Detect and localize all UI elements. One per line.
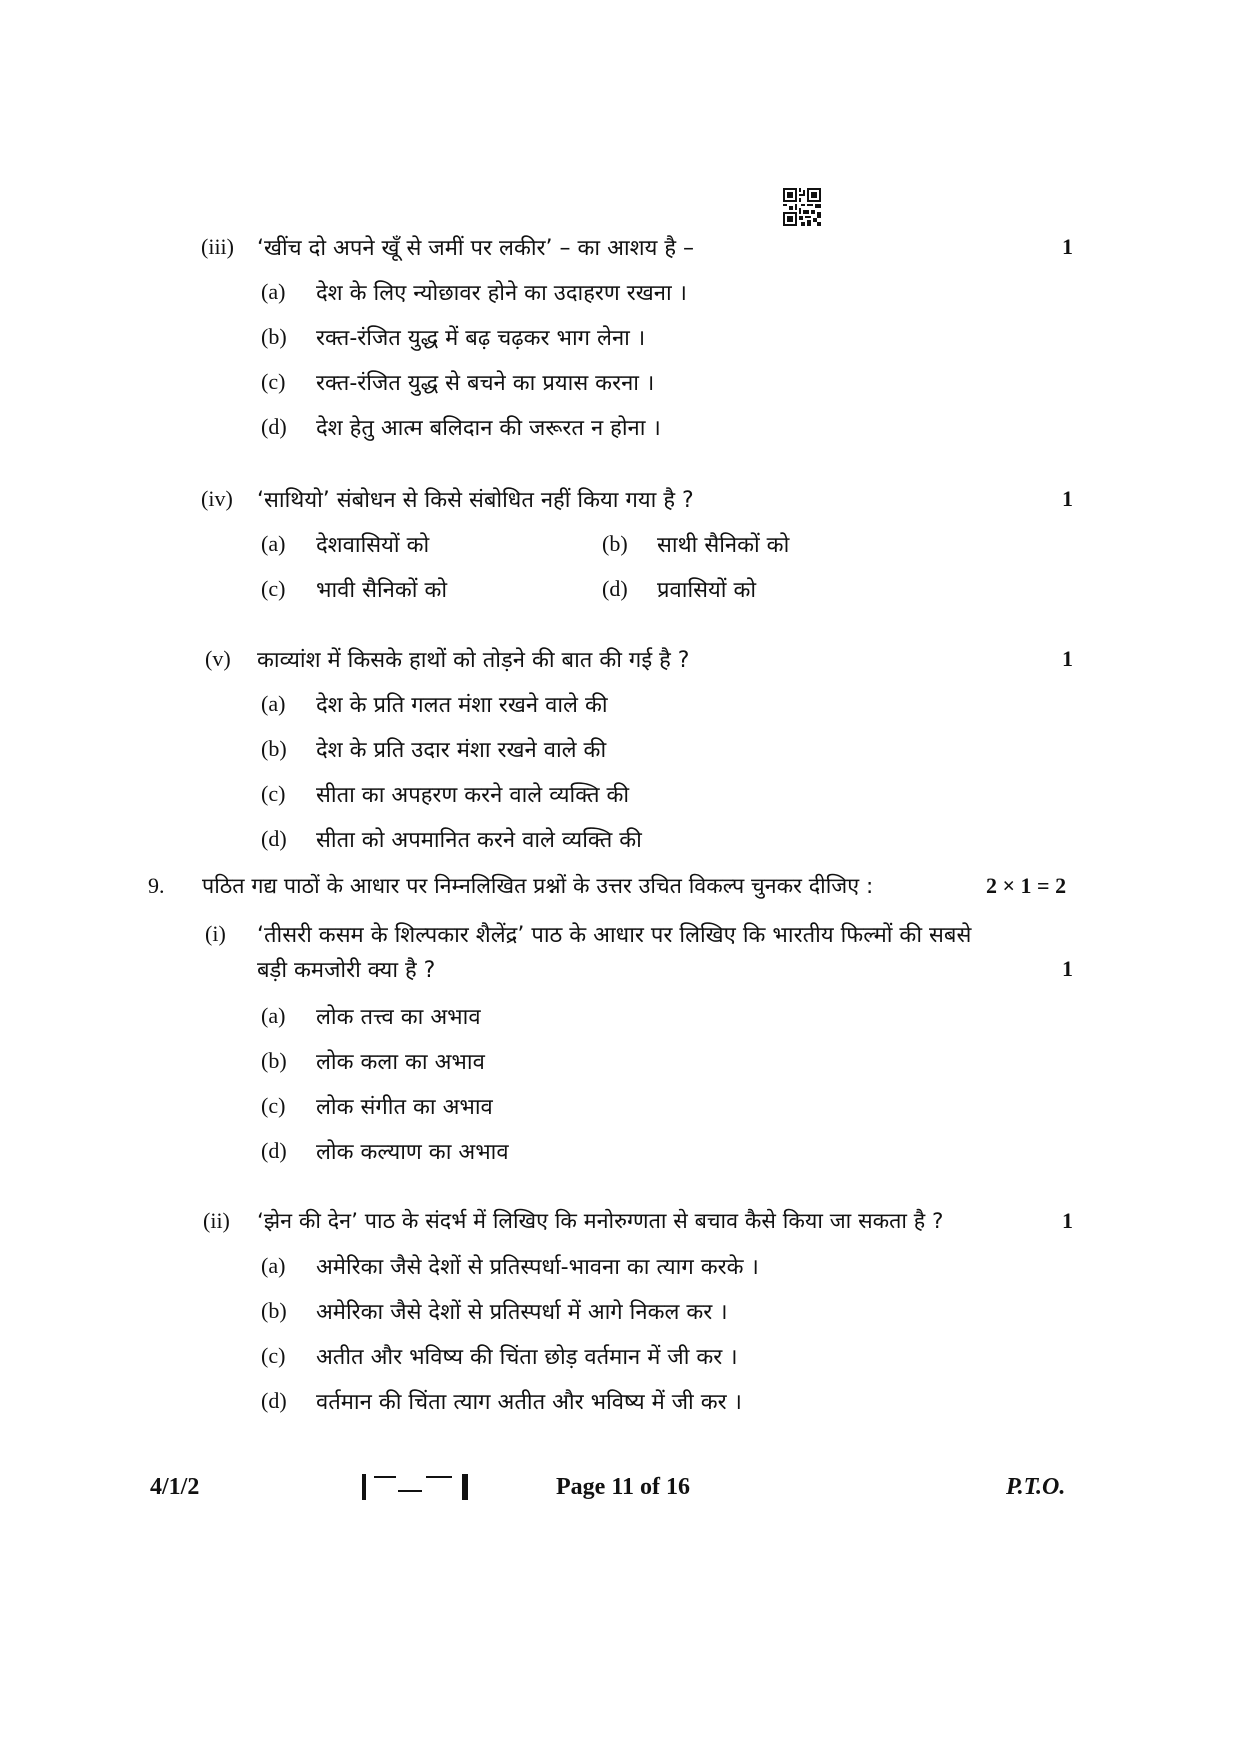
option-label: (b) xyxy=(261,324,287,349)
barcode-icon xyxy=(362,1474,468,1500)
option-text: रक्त-रंजित युद्ध में बढ़ चढ़कर भाग लेना । xyxy=(316,326,646,351)
option-text: अमेरिका जैसे देशों से प्रतिस्पर्धा-भावना का त्याग करके । xyxy=(316,1255,759,1280)
option-label: (b) xyxy=(261,1298,287,1323)
option-label: (c) xyxy=(261,1093,286,1118)
marks: 1 xyxy=(1062,234,1073,259)
please-turn-over: P.T.O. xyxy=(1006,1474,1066,1500)
option-label: (d) xyxy=(261,826,287,851)
option-label: (a) xyxy=(261,1003,286,1028)
option-text: देशवासियों को xyxy=(316,533,430,558)
option-label: (b) xyxy=(602,531,628,556)
option-text: लोक कल्याण का अभाव xyxy=(316,1140,509,1165)
option-text: अमेरिका जैसे देशों से प्रतिस्पर्धा में आगे निकल कर । xyxy=(316,1300,728,1325)
option-text: वर्तमान की चिंता त्याग अतीत और भविष्य में जी कर । xyxy=(316,1390,742,1415)
option-label: (b) xyxy=(261,1048,287,1073)
question-number: (iv) xyxy=(201,486,233,511)
question-number: (v) xyxy=(205,646,231,671)
option-text: लोक कला का अभाव xyxy=(316,1050,485,1075)
question-text: काव्यांश में किसके हाथों को तोड़ने की बात की गई है ? xyxy=(257,648,690,673)
option-text: सीता को अपमानित करने वाले व्यक्ति की xyxy=(316,828,642,853)
option-label: (c) xyxy=(261,781,286,806)
question-text: ‘साथियो’ संबोधन से किसे संबोधित नहीं किया गया है ? xyxy=(257,488,694,513)
option-text: सीता का अपहरण करने वाले व्यक्ति की xyxy=(316,783,630,808)
question-number: (ii) xyxy=(203,1208,230,1233)
marks: 1 xyxy=(1062,486,1073,511)
option-text: देश के प्रति उदार मंशा रखने वाले की xyxy=(316,738,607,763)
option-text: देश के प्रति गलत मंशा रखने वाले की xyxy=(316,693,608,718)
question-text: पठित गद्य पाठों के आधार पर निम्नलिखित प्रश्नों के उत्तर उचित विकल्प चुनकर दीजिए : xyxy=(202,874,874,899)
question-text: ‘झेन की देन’ पाठ के संदर्भ में लिखिए कि मनोरुग्णता से बचाव कैसे किया जा सकता है ? xyxy=(257,1209,944,1234)
marks: 2 × 1 = 2 xyxy=(986,873,1067,898)
option-label: (b) xyxy=(261,736,287,761)
marks: 1 xyxy=(1062,646,1073,671)
option-label: (c) xyxy=(261,1343,286,1368)
option-label: (d) xyxy=(261,414,287,439)
option-label: (a) xyxy=(261,531,286,556)
option-label: (c) xyxy=(261,369,286,394)
option-text: लोक तत्त्व का अभाव xyxy=(316,1005,481,1030)
option-label: (d) xyxy=(602,576,628,601)
option-text: अतीत और भविष्य की चिंता छोड़ वर्तमान में जी कर । xyxy=(316,1345,738,1370)
option-label: (d) xyxy=(261,1138,287,1163)
option-text: देश हेतु आत्म बलिदान की जरूरत न होना । xyxy=(316,416,661,441)
option-text: देश के लिए न्योछावर होने का उदाहरण रखना । xyxy=(316,281,688,306)
marks: 1 xyxy=(1062,1208,1073,1233)
marks: 1 xyxy=(1062,956,1073,981)
option-text: रक्त-रंजित युद्ध से बचने का प्रयास करना । xyxy=(316,371,655,396)
option-text: लोक संगीत का अभाव xyxy=(316,1095,493,1120)
question-number: (iii) xyxy=(201,234,234,259)
question-number: (i) xyxy=(205,921,226,946)
question-number: 9. xyxy=(148,873,165,898)
option-label: (d) xyxy=(261,1388,287,1413)
option-text: भावी सैनिकों को xyxy=(316,578,448,603)
option-label: (a) xyxy=(261,279,286,304)
page-number: Page 11 of 16 xyxy=(556,1474,690,1500)
option-label: (a) xyxy=(261,1253,286,1278)
question-text-line-1: ‘तीसरी कसम के शिल्पकार शैलेंद्र’ पाठ के आधार पर लिखिए कि भारतीय फिल्मों की सबसे xyxy=(257,923,972,948)
option-text: प्रवासियों को xyxy=(657,578,757,603)
paper-code: 4/1/2 xyxy=(150,1474,200,1500)
question-text: ‘खींच दो अपने खूँ से जमीं पर लकीर’ – का आशय है – xyxy=(257,236,694,261)
option-text: साथी सैनिकों को xyxy=(657,533,790,558)
qr-code-icon xyxy=(783,188,821,226)
question-text-line-2: बड़ी कमजोरी क्या है ? xyxy=(257,958,436,983)
option-label: (c) xyxy=(261,576,286,601)
option-label: (a) xyxy=(261,691,286,716)
